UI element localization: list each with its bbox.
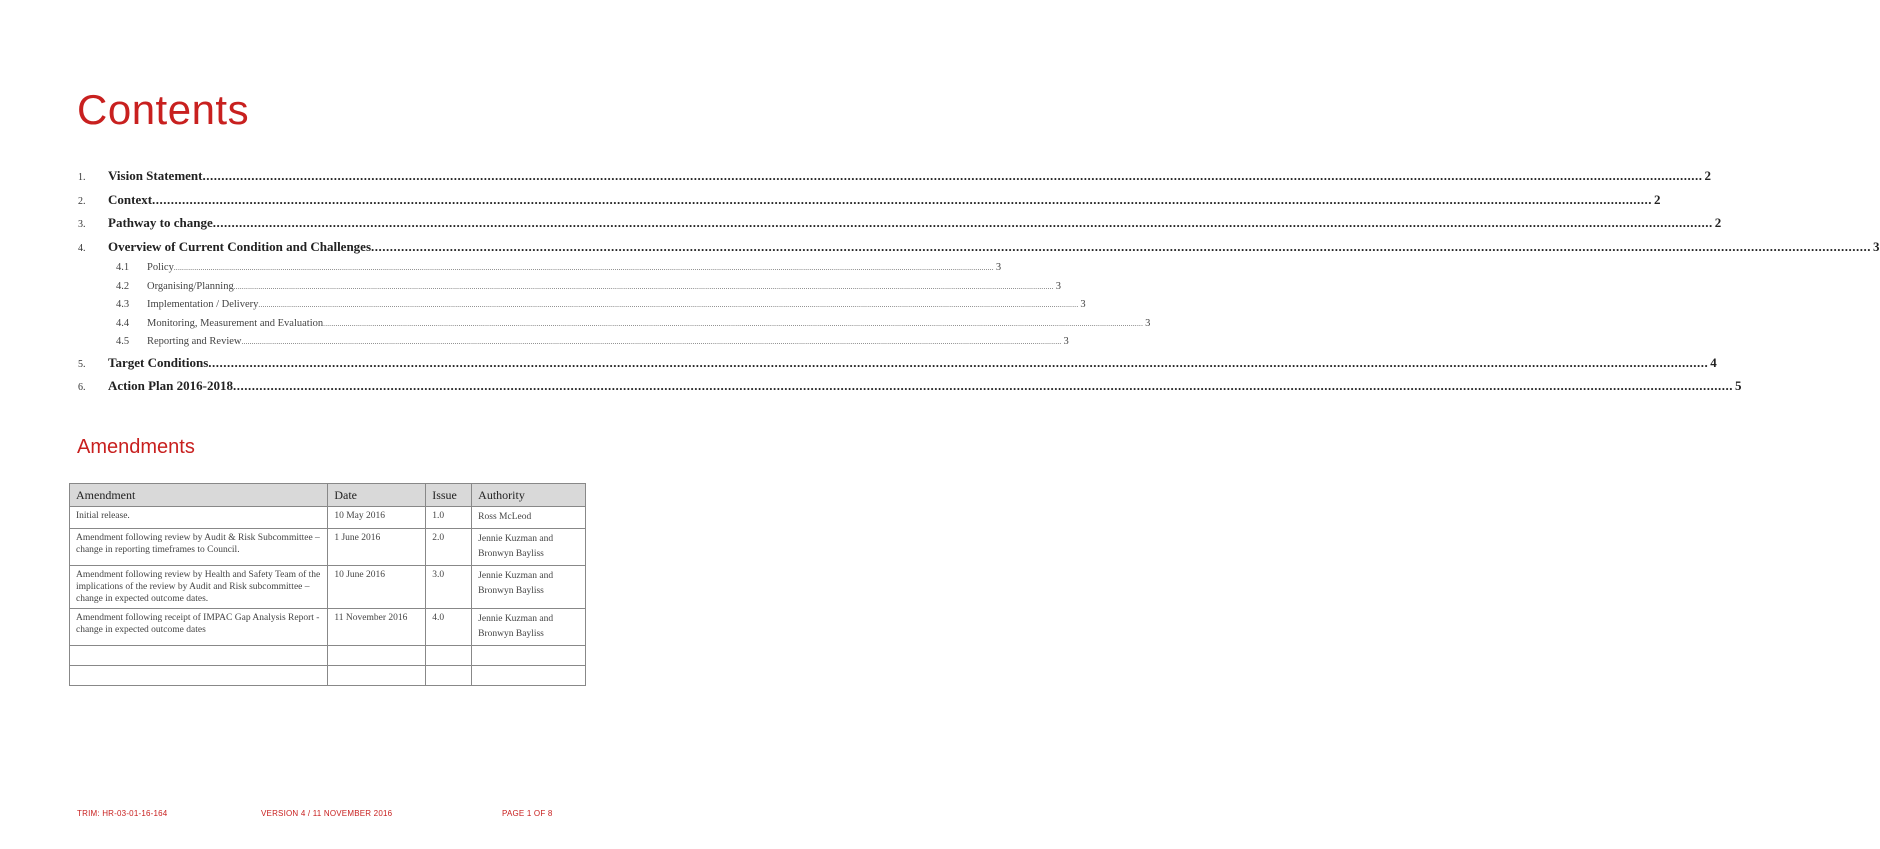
toc-entry-label: Organising/Planning: [147, 280, 234, 292]
column-header-amendment: Amendment: [70, 484, 328, 507]
toc-entry-label: Policy: [147, 262, 174, 273]
toc-leader-dots: ................................................................................................................................................................................................................................................................................................................................................................................................................: [323, 319, 1144, 328]
toc-entry-number: 3.: [78, 219, 86, 230]
toc-leader-dots: ................................................................................................................................................................................................................................................................................................................................................................................................................: [258, 301, 1079, 309]
table-row: [70, 609, 586, 646]
amendments-table: [69, 483, 586, 686]
column-header-authority: Authority: [472, 484, 586, 507]
authority-cell: Jennie Kuzman and Bronwyn Bayliss: [472, 609, 586, 646]
toc-entry-number: 4.: [78, 242, 86, 254]
table-row: [70, 529, 586, 566]
toc-leader-dots: ................................................................................................................................................................................................................................................................................................................................................................................................................: [202, 168, 1703, 183]
toc-entry-number: 4.1: [116, 262, 130, 273]
toc-entry[interactable]: [78, 238, 1880, 263]
amendment-cell: Amendment following review by Health and Safety Team of the implications of the review by Audit and Risk subcommittee – change in expected outcome dates.: [70, 566, 328, 609]
toc-entry-page: 2: [1704, 168, 1711, 183]
amendment-cell: Initial release.: [70, 507, 328, 529]
empty-cell: [328, 646, 426, 666]
table-row: [70, 566, 586, 609]
toc-leader-dots: ................................................................................................................................................................................................................................................................................................................................................................................................................: [212, 215, 1713, 230]
toc-entry-label: Overview of Current Condition and Challenges: [108, 238, 372, 254]
toc-entry-number: 2.: [78, 195, 86, 207]
date-cell: 10 June 2016: [328, 566, 426, 609]
toc-leader-dots: ................................................................................................................................................................................................................................................................................................................................................................................................................: [232, 378, 1733, 393]
table-row-empty: [70, 666, 586, 686]
toc-entry-number: 4.4: [116, 317, 130, 329]
table-row: [70, 507, 586, 529]
toc-leader-dots: ................................................................................................................................................................................................................................................................................................................................................................................................................: [173, 264, 994, 272]
toc-entry-page: 5: [1734, 378, 1742, 393]
toc-leader-dots: ................................................................................................................................................................................................................................................................................................................................................................................................................: [152, 191, 1653, 207]
amendment-cell: Amendment following receipt of IMPAC Gap Analysis Report - change in expected outcome dates: [70, 609, 328, 646]
empty-cell: [472, 666, 586, 686]
toc-entry-page: 3: [995, 262, 1002, 273]
date-cell: 10 May 2016: [328, 507, 426, 529]
toc-subentry[interactable]: [78, 317, 1151, 337]
toc-leader-dots: ................................................................................................................................................................................................................................................................................................................................................................................................................: [233, 282, 1054, 291]
footer-trim-reference: TRIM: HR-03-01-16-164: [77, 809, 168, 818]
toc-entry-number: 4.2: [116, 280, 130, 292]
empty-cell: [70, 666, 328, 686]
toc-entry-label: Target Conditions: [108, 354, 209, 370]
toc-subentry[interactable]: [78, 262, 1002, 281]
column-header-date: Date: [328, 484, 426, 507]
toc-entry-page: 2: [1654, 191, 1661, 207]
empty-cell: [328, 666, 426, 686]
toc-entry-label: Reporting and Review: [147, 336, 242, 347]
toc-entry-label: Implementation / Delivery: [147, 299, 259, 310]
toc-subentry[interactable]: [78, 336, 1069, 355]
toc-entry[interactable]: [78, 378, 1742, 402]
toc-entry-page: 3: [1063, 336, 1069, 347]
issue-cell: 2.0: [426, 529, 472, 566]
table-of-contents: [78, 168, 1880, 402]
empty-cell: [426, 666, 472, 686]
date-cell: 1 June 2016: [328, 529, 426, 566]
date-cell: 11 November 2016: [328, 609, 426, 646]
empty-cell: [426, 646, 472, 666]
toc-entry-page: 2: [1714, 215, 1722, 230]
toc-entry-page: 3: [1145, 317, 1151, 329]
empty-cell: [70, 646, 328, 666]
issue-cell: 1.0: [426, 507, 472, 529]
toc-entry-number: 4.3: [116, 299, 130, 310]
toc-entry-page: 3: [1055, 280, 1061, 292]
toc-entry-label: Context: [108, 191, 153, 207]
issue-cell: 4.0: [426, 609, 472, 646]
table-header-row: [70, 484, 586, 507]
footer-page-number: PAGE 1 OF 8: [502, 809, 553, 818]
authority-cell: Jennie Kuzman and Bronwyn Bayliss: [472, 566, 586, 609]
toc-leader-dots: ................................................................................................................................................................................................................................................................................................................................................................................................................: [241, 338, 1062, 346]
toc-subentry[interactable]: [78, 280, 1061, 300]
authority-cell: Ross McLeod: [472, 507, 586, 529]
toc-entry-label: Monitoring, Measurement and Evaluation: [147, 317, 324, 329]
toc-entry[interactable]: [78, 215, 1722, 239]
page-title: Contents: [77, 86, 250, 133]
toc-entry-label: Pathway to change: [108, 215, 213, 230]
table-row-empty: [70, 646, 586, 666]
issue-cell: 3.0: [426, 566, 472, 609]
toc-entry[interactable]: [78, 354, 1717, 379]
toc-entry-label: Vision Statement: [108, 168, 203, 183]
toc-leader-dots: ................................................................................................................................................................................................................................................................................................................................................................................................................: [371, 238, 1872, 254]
toc-entry-number: 1.: [78, 172, 86, 183]
toc-entry-page: 3: [1080, 299, 1086, 310]
column-header-issue: Issue: [426, 484, 472, 507]
toc-subentry[interactable]: [78, 299, 1086, 318]
toc-entry-page: 4: [1710, 354, 1717, 370]
toc-entry-number: 5.: [78, 358, 86, 370]
toc-entry-number: 6.: [78, 382, 86, 393]
toc-entry[interactable]: [78, 191, 1661, 216]
toc-entry-number: 4.5: [116, 336, 130, 347]
toc-leader-dots: ................................................................................................................................................................................................................................................................................................................................................................................................................: [208, 354, 1709, 370]
amendment-cell: Amendment following review by Audit & Risk Subcommittee – change in reporting timeframes to Council.: [70, 529, 328, 566]
toc-entry-label: Action Plan 2016-2018: [108, 378, 233, 393]
toc-entry[interactable]: [78, 168, 1711, 192]
toc-entry-page: 3: [1873, 238, 1880, 254]
footer-version: VERSION 4 / 11 NOVEMBER 2016: [261, 809, 393, 818]
amendments-heading: Amendments: [77, 436, 195, 458]
authority-cell: Jennie Kuzman and Bronwyn Bayliss: [472, 529, 586, 566]
empty-cell: [472, 646, 586, 666]
